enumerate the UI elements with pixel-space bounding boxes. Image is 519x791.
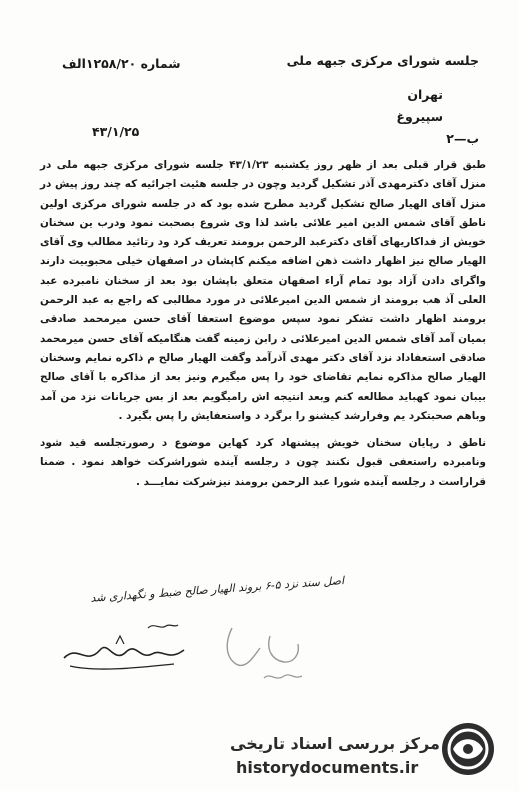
handwritten-signature-right [214,616,314,696]
document-date: ۴۳/۱/۲۵ [92,124,140,139]
body-paragraph-2: ناطق د رپایان سخنان خویش پیشنهاد کرد کهاین موضوع د رصورتجلسه قید شود ونامبرده راستعفی قبول نکنند چون د رجلسه آینده شوراشرکت خواهد نمود . ضمنا قراراست د رجلسه آینده شورا عبد الرحمن برومند نیزشرکت نمایـــد . [40,437,486,488]
code-line: ب—۲ [446,131,479,146]
street-line: سپیروغ [396,109,443,124]
org-line: جلسه شورای مرکزی جبهه ملی [286,53,479,68]
city-line: تهران [407,87,443,102]
report-body [40,156,486,492]
handwritten-annotation: اصل سند نزد ۵-۶ بروند الهیار صالح ضبط و نگهداری شد [90,574,345,605]
archive-logo [441,722,495,776]
body-paragraph-1: طبق قرار قبلی بعد از ظهر روز یکشنبه ۴۳/۱/۲۳ جلسه شورای مرکزی جبهه ملی در منزل آقای دکترمهدی آذر تشکیل گردید وچون در جلسه هئیت اجرائیه که چند روز پیش در منزل آقای الهیار صالح تشکیل گردید مطرح شده بود که در جلسه شورای مرکزی اولین ناطق آقای شمس الدین امیر علائی باشد لذا وی شروع بصحبت نمود ودرب ین سخنان خویش از فداکاریهای آقای دکترعبد الرحمن برومند تعریف کرد ود رتائید مطالب وی آقای الهیار صالح نیز اظهار داشت ذهن اضافه میکنم کاپشان در اصفهان خیلی محبوبیت دارند واگرای دادن آزاد بود تمام آراء اصفهان متعلق باپشان بود بعد از سخنان نامبرده عبد العلی آذ هب برومند از شمس الدین امیرعلائی در مورد مطالبی که راجع به عبد الرحمن برومند اظهار داشت تشکر نمود سپس موضوع استعفا آقای حسن میرمحمد صادقی بمیان آمد آقای شمس الدین امیرعلائی د رابن زمینه گفت هنگامیکه آقای حسن میرمحمد صادقی استعفاداد نزد آقای دکتر مهدی آذرآمد وگفت الهیار صالح م ذاکره نمایم وسخنان الهیار صالح مذاکره نمایم تقاضای خود را پس میگیرم ونیز بعد از مذاکره با آقای صالح بیبان نمود کهباید مطالعه کنم وبعد انتیجه اش رامیگویم بعد از بس جریانات نزد من آمد وباهم صحبتکرد یم وفرارشد کیشنو را برگرد د واستعفایش را پس بگیرد . [40,159,486,422]
handwritten-signature-left [56,614,196,676]
watermark-url: historydocuments.ir [236,758,419,777]
document-number: شماره ۱۲۵۸/۲۰الف [62,56,181,71]
watermark-title: مرکز بررسی اسناد تاریخی [230,734,440,753]
